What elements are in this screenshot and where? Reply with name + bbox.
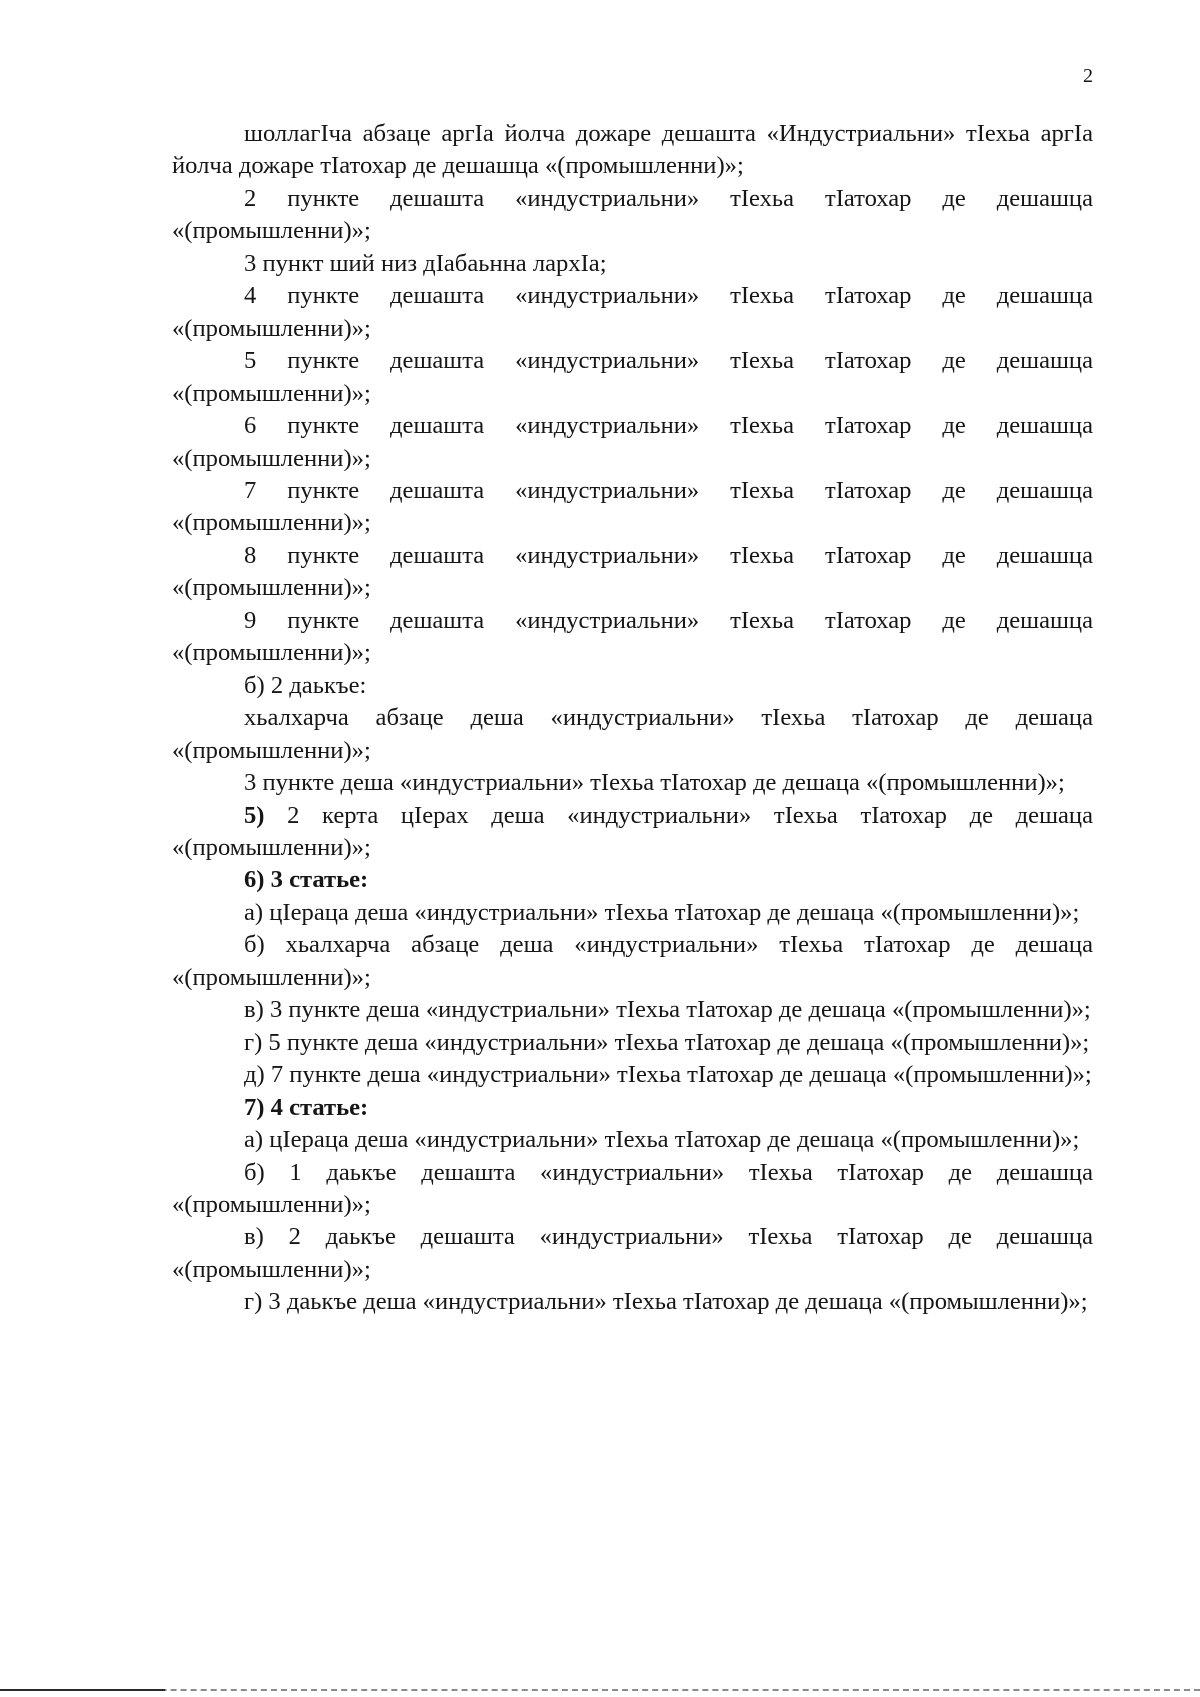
paragraph-8: 8 пункте дешашта «индустриальни» тIехьа тIатохар де дешашца «(промышленни)»; xyxy=(172,541,1093,602)
paragraph-22: б) 1 даькъе дешашта «индустриальни» тIехьа тIатохар де дешашца «(промышленни)»; xyxy=(172,1158,1093,1218)
paragraph-19: д) 7 пункте деша «индустриальни» тIехьа тIатохар де дешаца «(промышленни)»; xyxy=(244,1061,1092,1089)
paragraph-9: 9 пункте дешашта «индустриальни» тIехьа тIатохар де дешашца «(промышленни)»; xyxy=(172,606,1093,667)
paragraph-12: 3 пункте деша «индустриальни» тIехьа тIатохар де дешаца «(промышленни)»; xyxy=(244,769,1065,797)
paragraph-18: г) 5 пункте деша «индустриальни» тIехьа тIатохар де дешаца «(промышленни)»; xyxy=(244,1028,1090,1056)
section-heading-article-4: 7) 4 статье: xyxy=(244,1093,369,1121)
paragraph-13-number: 5) xyxy=(244,801,265,829)
paragraph-23: в) 2 даькъе дешашта «индустриальни» тIехьа тIатохар де дешашца «(промышленни)»; xyxy=(172,1223,1093,1283)
paragraph-10: б) 2 даькъе: xyxy=(244,671,367,699)
scan-edge-divider-solid xyxy=(0,1689,165,1691)
document-body xyxy=(172,118,1093,1319)
paragraph-24: г) 3 даькъе деша «индустриальни» тIехьа тIатохар де дешаца «(промышленни)»; xyxy=(244,1288,1088,1316)
paragraph-21: а) цIераца деша «индустриальни» тIехьа тIатохар де дешаца «(промышленни)»; xyxy=(244,1126,1080,1154)
paragraph-5: 5 пункте дешашта «индустриальни» тIехьа тIатохар де дешашца «(промышленни)»; xyxy=(172,347,1093,407)
section-heading-article-3: 6) 3 статье: xyxy=(244,866,369,894)
paragraph-15: а) цIераца деша «индустриальни» тIехьа тIатохар де дешаца «(промышленни)»; xyxy=(244,898,1080,926)
paragraph-4: 4 пункте дешашта «индустриальни» тIехьа тIатохар де дешашца «(промышленни)»; xyxy=(172,282,1093,342)
paragraph-16: б) хьалхарча абзаце деша «индустриальни» тIехьа тIатохар де дешаца «(промышленни)»; xyxy=(172,931,1093,991)
paragraph-11: хьалхарча абзаце деша «индустриальни» тIехьа тIатохар де дешаца «(промышленни)»; xyxy=(172,704,1093,764)
paragraph-6: 6 пункте дешашта «индустриальни» тIехьа тIатохар де дешашца «(промышленни)»; xyxy=(172,412,1093,472)
paragraph-13 xyxy=(172,800,1093,865)
scan-edge-divider xyxy=(0,1689,1200,1691)
paragraph-2: 2 пункте дешашта «индустриальни» тIехьа тIатохар де дешашца «(промышленни)»; xyxy=(172,184,1093,245)
page-number: 2 xyxy=(1083,65,1093,87)
paragraph-1: шоллагIча абзаце аргIа йолча дожаре дешашта «Индустриальни» тIехьа аргIа йолча дожаре тIатохар де дешашца «(промышленни)»; xyxy=(172,120,1093,180)
paragraph-3: 3 пункт ший низ дIабаьнна лархIа; xyxy=(244,249,607,277)
paragraph-13-text: 2 керта цIерах деша «индустриальни» тIехьа тIатохар де дешаца «(промышленни)»; xyxy=(172,801,1093,861)
paragraph-17: в) 3 пункте деша «индустриальни» тIехьа тIатохар де дешаца «(промышленни)»; xyxy=(244,996,1091,1024)
paragraph-7: 7 пункте дешашта «индустриальни» тIехьа тIатохар де дешашца «(промышленни)»; xyxy=(172,476,1093,537)
